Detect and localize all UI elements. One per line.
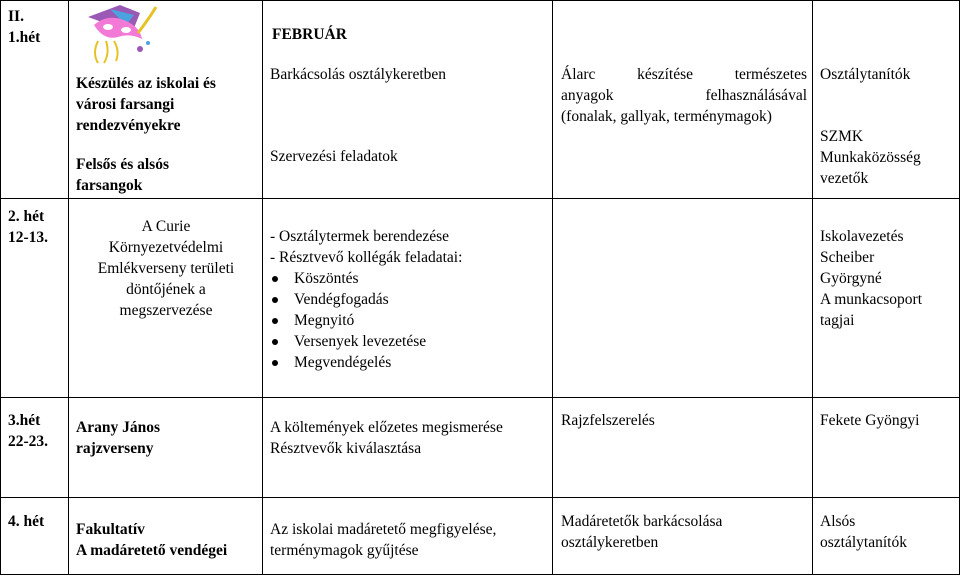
responsible-line: tagjai (820, 312, 855, 329)
column-divider (262, 0, 263, 575)
week-label: 2. hét (8, 208, 45, 225)
responsible-line: Scheiber (820, 249, 875, 266)
activity-line: Résztvevők kiválasztása (270, 440, 422, 457)
responsible-line: vezetők (820, 170, 869, 187)
week-label: 22-23. (8, 433, 49, 450)
event-cell-secondary (76, 154, 169, 196)
event-line: A madáretető vendégei (76, 542, 228, 559)
week-label: 3.hét (8, 412, 41, 429)
week-label: II. (8, 8, 24, 25)
details-line: Álarc készítése természetes (561, 66, 807, 83)
activity-cell-secondary: Szervezési feladatok (270, 148, 398, 165)
column-divider (812, 0, 813, 575)
responsible-cell (820, 226, 922, 331)
event-cell (76, 417, 160, 459)
event-line: farsangok (76, 177, 143, 194)
event-line: Környezetvédelmi (108, 239, 224, 256)
responsible-line: SZMK (820, 128, 864, 145)
event-line: Készülés az iskolai és (76, 75, 216, 92)
activity-line: - Résztvevő kollégák feladatai: (270, 249, 463, 266)
row-divider (0, 198, 960, 199)
responsible-cell: Fekete Gyöngyi (820, 412, 920, 429)
details-line: anyagok felhasználásával (561, 87, 807, 104)
responsible-line: Györgyné (820, 270, 882, 287)
event-line: rajzverseny (76, 440, 154, 457)
activity-cell (270, 417, 503, 459)
event-cell (76, 519, 227, 561)
activity-line: Az iskolai madáretető megfigyelése, (270, 521, 497, 538)
activity-line: terménymagok gyűjtése (270, 542, 419, 559)
task-list-item: Köszöntés (270, 268, 462, 289)
details-line: Madáretetők barkácsolása (561, 513, 723, 530)
week-cell (8, 206, 48, 248)
activity-line: A költemények előzetes megismerése (270, 419, 503, 436)
details-cell (561, 64, 807, 127)
carnival-mask-icon (80, 3, 160, 65)
column-divider (552, 0, 553, 575)
details-line: (fonalak, gallyak, terménymagok) (561, 108, 772, 125)
activity-cell (270, 226, 462, 373)
details-line: osztálykeretben (561, 534, 659, 551)
responsible-line: Munkaközösség (820, 149, 921, 166)
activity-cell: Barkácsolás osztálykeretben (270, 66, 447, 83)
activity-line: - Osztálytermek berendezése (270, 228, 450, 245)
week-cell (8, 410, 48, 452)
row-divider (0, 397, 960, 398)
responsible-cell-secondary (820, 126, 921, 189)
week-label: 4. hét (8, 513, 45, 530)
event-line: Fakultatív (76, 521, 145, 538)
row-divider (0, 497, 960, 498)
event-cell (76, 216, 256, 321)
task-list-item: Vendégfogadás (270, 289, 462, 310)
responsible-line: Alsós (820, 513, 856, 530)
responsible-line: Iskolavezetés (820, 228, 904, 245)
event-line: megszervezése (119, 302, 213, 319)
task-list-item: Megvendégelés (270, 352, 462, 373)
task-list-item: Versenyek levezetése (270, 331, 462, 352)
column-divider (68, 0, 69, 575)
responsible-cell: Osztálytanítók (820, 66, 911, 83)
week-label: 12-13. (8, 229, 49, 246)
event-line: döntőjének a (126, 281, 206, 298)
event-line: Emlékverseny területi (97, 260, 235, 277)
responsible-cell (820, 511, 907, 553)
task-list-item: Megnyitó (270, 310, 462, 331)
event-line: Arany János (76, 419, 160, 436)
week-cell (8, 511, 44, 532)
task-list (270, 268, 462, 373)
activity-cell (270, 519, 496, 561)
responsible-line: A munkacsoport (820, 291, 923, 308)
event-line: Felsős és alsós (76, 156, 169, 173)
details-cell (561, 511, 722, 553)
week-cell (8, 6, 40, 48)
responsible-line: osztálytanítók (820, 534, 907, 551)
event-line: rendezvényekre (76, 117, 181, 134)
week-label: 1.hét (8, 29, 41, 46)
event-line: A Curie (141, 218, 191, 235)
event-line: városi farsangi (76, 96, 175, 113)
month-header: FEBRUÁR (272, 26, 347, 43)
details-cell: Rajzfelszerelés (561, 412, 655, 429)
event-cell (76, 73, 216, 136)
